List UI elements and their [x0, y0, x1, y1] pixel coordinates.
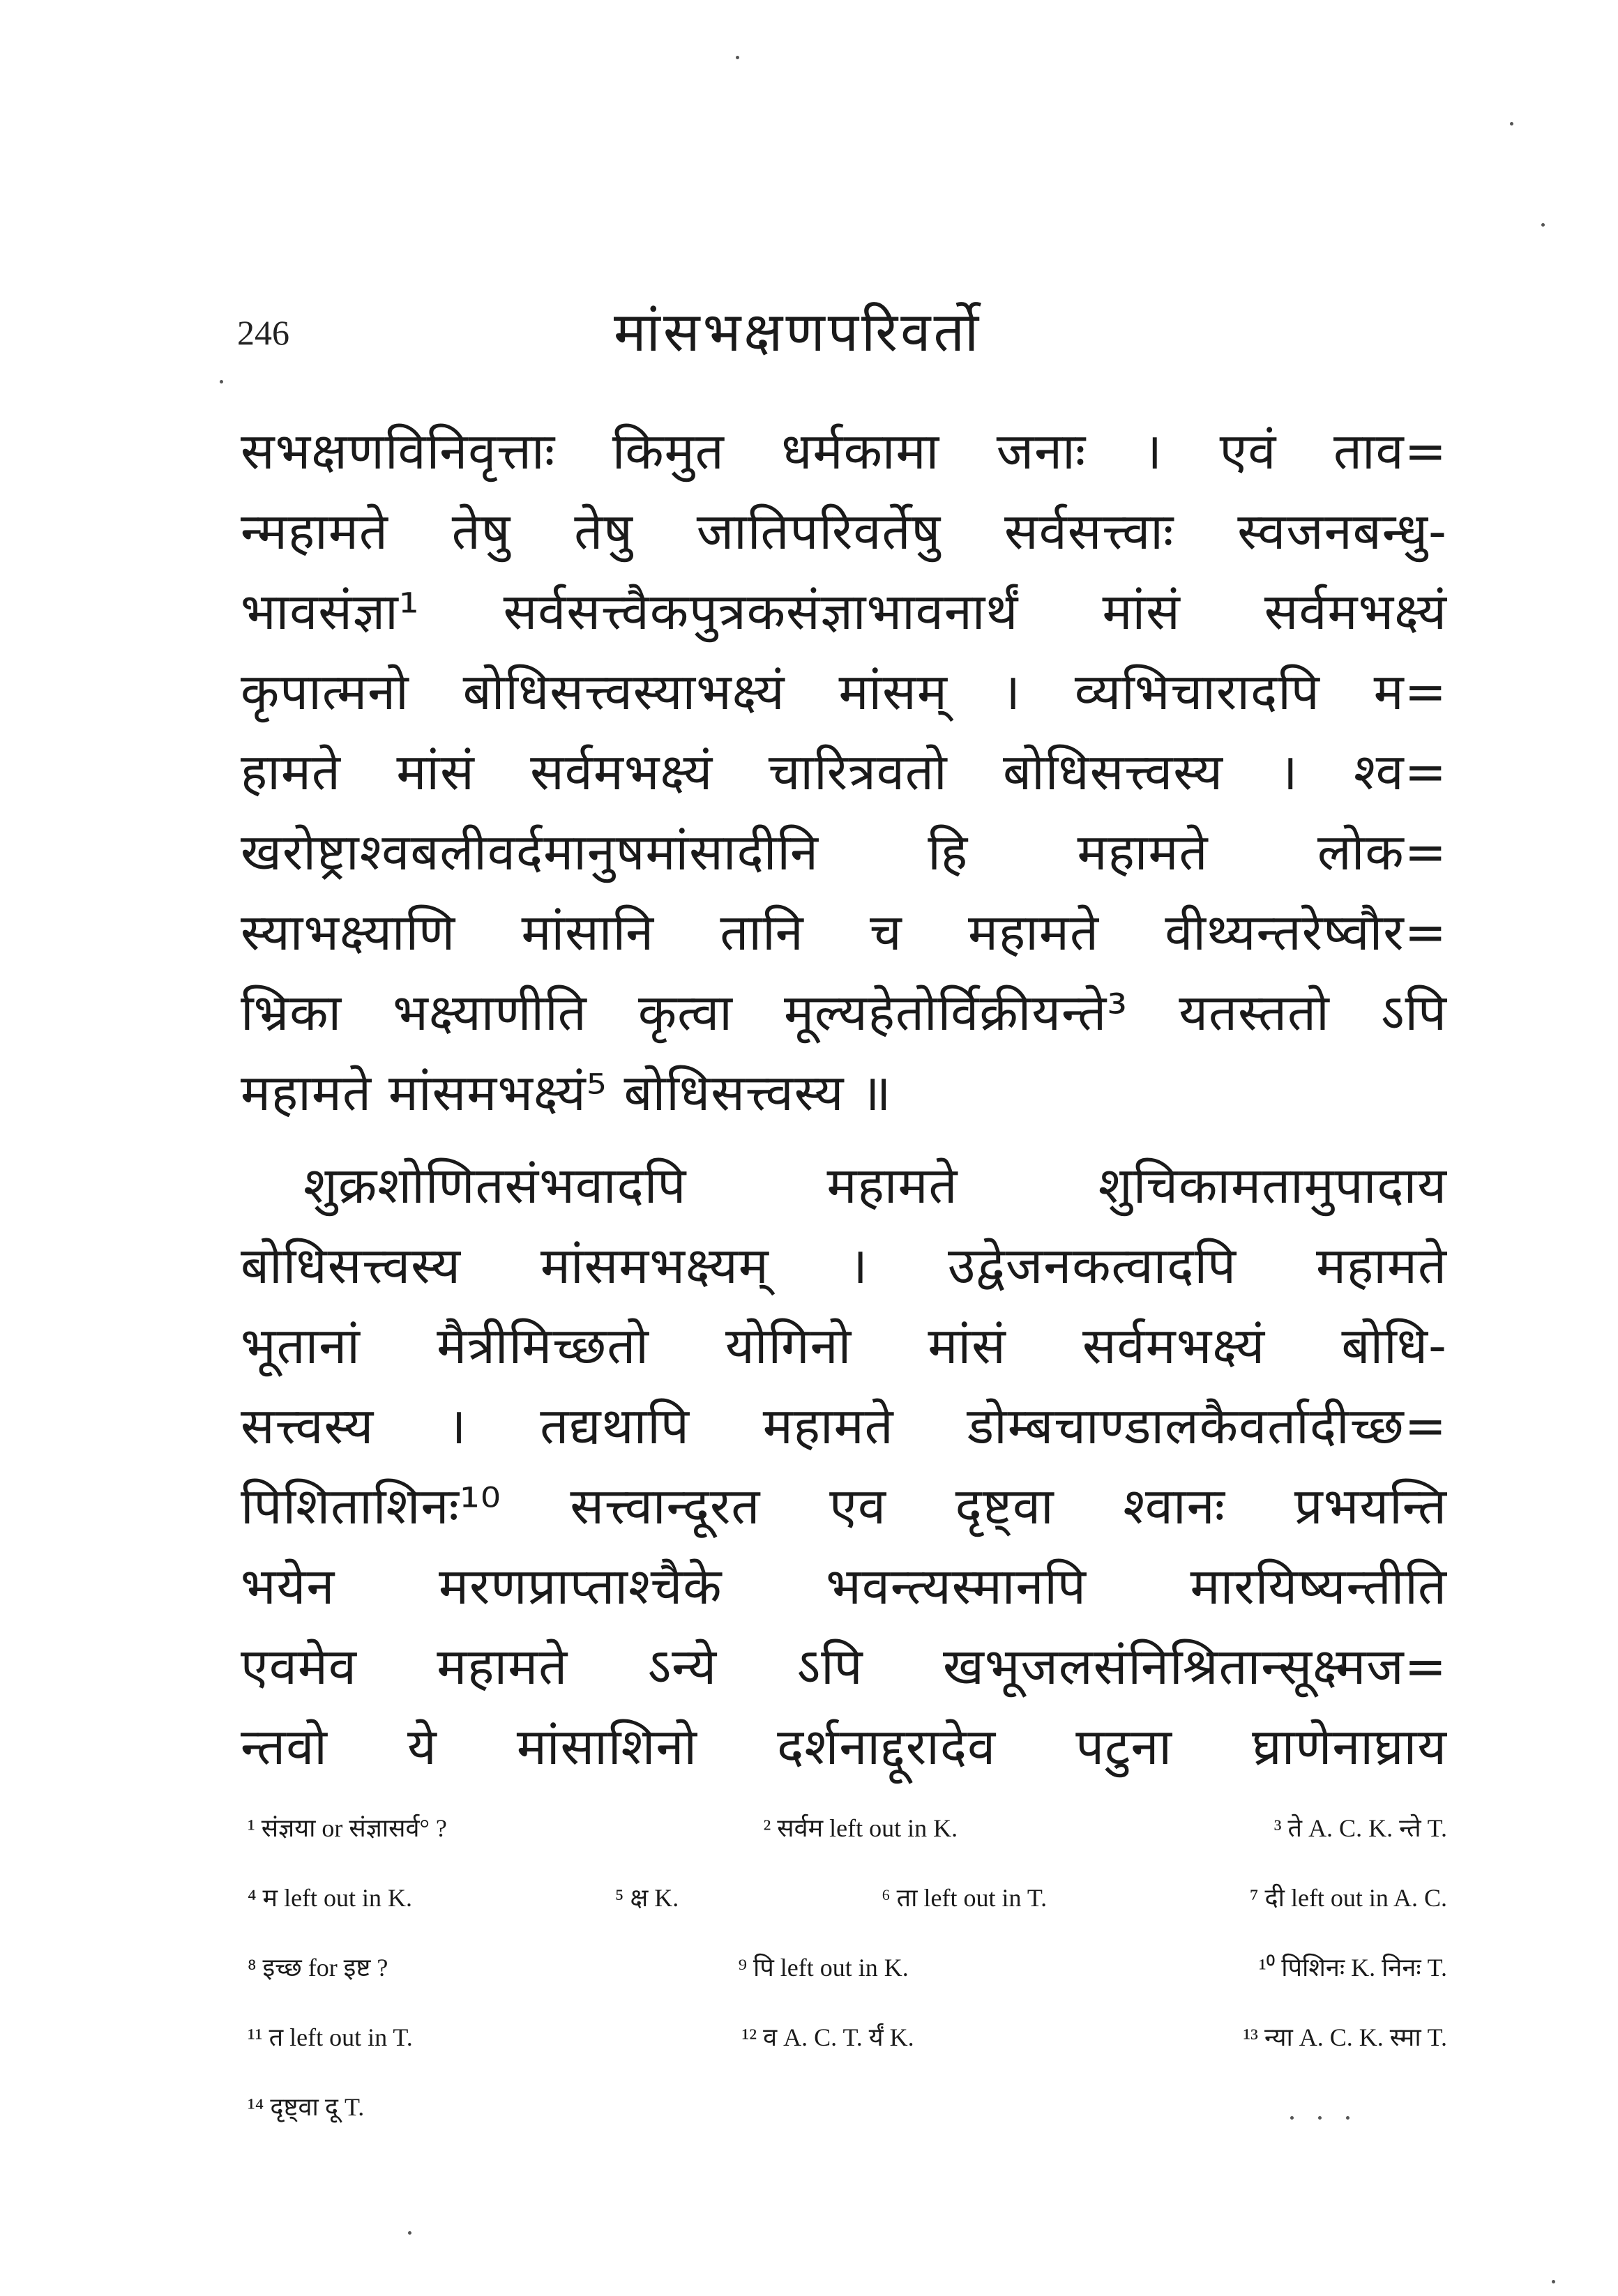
footnote: ⁵ क्ष K. [614, 1883, 679, 1912]
scan-speck [408, 2231, 411, 2235]
footnote: ¹³ न्या A. C. K. स्मा T. [1243, 2023, 1447, 2051]
footnote-row [248, 1862, 1447, 1931]
scan-speck [220, 380, 223, 383]
text-line: सत्त्वस्य । तद्यथापि महामते डोम्बचाण्डालकैवर्तादीच्छ= [241, 1397, 1447, 1455]
text-line: खरोष्ट्राश्वबलीवर्दमानुषमांसादीनि हि महामते लोक= [241, 823, 1447, 881]
scan-speck [1552, 2280, 1555, 2283]
footnote-row [248, 2001, 1447, 2071]
text-line: भावसंज्ञा¹ सर्वसत्त्वैकपुत्रकसंज्ञाभावनार्थं मांसं सर्वमभक्ष्यं [241, 582, 1447, 641]
footnote: ¹⁴ दृष्ट्वा दू T. [248, 2092, 365, 2121]
footnote: ¹¹ त left out in T. [248, 2023, 413, 2051]
text-line: स्याभक्ष्याणि मांसानि तानि च महामते वीथ्यन्तरेष्वौर= [241, 903, 1447, 961]
footnote: ⁷ दी left out in A. C. [1249, 1883, 1447, 1912]
footnotes [248, 1792, 1447, 2141]
scan-speck [1510, 122, 1513, 126]
footnote: ¹⁰ पिशिनः K. निनः T. [1258, 1953, 1447, 1982]
footnote: ³ ते A. C. K. न्ते T. [1273, 1814, 1447, 1842]
main-text [241, 411, 1447, 1800]
text-line: भयेन मरणप्राप्ताश्चैके भवन्त्यस्मानपि मारयिष्यन्तीति [241, 1557, 1447, 1615]
scan-speck [1290, 2116, 1294, 2120]
text-line: महामते मांसमभक्ष्यं⁵ बोधिसत्त्वस्य ॥ [241, 1063, 892, 1122]
footnote: ¹ संज्ञया or संज्ञासर्व° ? [248, 1814, 447, 1842]
scan-speck [1318, 2116, 1322, 2120]
paragraph-2 [241, 1146, 1447, 1787]
text-line: हामते मांसं सर्वमभक्ष्यं चारित्रवतो बोधिसत्त्वस्य । श्व= [241, 743, 1447, 801]
footnote-row [248, 1792, 1447, 1862]
running-title: मांसभक्षणपरिवर्तो [614, 301, 982, 364]
scan-speck [1541, 223, 1545, 227]
paragraph-1 [241, 411, 1447, 1133]
footnote: ⁴ म left out in K. [248, 1883, 413, 1912]
text-line: पिशिताशिनः¹⁰ सत्त्वान्दूरत एव दृष्ट्वा श्वानः प्रभयन्ति [241, 1477, 1447, 1535]
text-line: भ्रिका भक्ष्याणीति कृत्वा मूल्यहेतोर्विक्रीयन्ते³ यतस्ततो ऽपि [241, 983, 1447, 1042]
page-number: 246 [237, 313, 289, 352]
text-line: शुक्रशोणितसंभवादपि महामते शुचिकामतामुपादाय [303, 1156, 1447, 1215]
footnote: ⁸ इच्छ for इष्ट ? [248, 1953, 388, 1982]
text-line: न्तवो ये मांसाशिनो दर्शनाद्दूरादेव पटुना घ्राणेनाघ्राय [241, 1717, 1447, 1776]
footnote: ⁹ पि left out in K. [738, 1953, 909, 1982]
text-line: न्महामते तेषु तेषु जातिपरिवर्तेषु सर्वसत्त्वाः स्वजनबन्धु- [241, 502, 1447, 561]
text-line: सभक्षणविनिवृत्ताः किमुत धर्मकामा जनाः । एवं ताव= [241, 422, 1447, 480]
scan-speck [1346, 2116, 1349, 2120]
scan-speck [736, 56, 739, 59]
text-line: भूतानां मैत्रीमिच्छतो योगिनो मांसं सर्वमभक्ष्यं बोधि- [241, 1316, 1447, 1375]
footnote-row [248, 2071, 1447, 2141]
footnote: ¹² व A. C. T. र्यं K. [741, 2023, 914, 2051]
text-line: कृपात्मनो बोधिसत्त्वस्याभक्ष्यं मांसम् । व्यभिचारादपि म= [241, 662, 1447, 721]
footnote: ⁶ ता left out in T. [882, 1883, 1048, 1912]
footnote: ² सर्वम left out in K. [763, 1814, 958, 1842]
footnote-row [248, 1931, 1447, 2001]
text-line: एवमेव महामते ऽन्ये ऽपि खभूजलसंनिश्रितान्सूक्ष्मज= [241, 1637, 1447, 1696]
text-line: बोधिसत्त्वस्य मांसमभक्ष्यम् । उद्वेजनकत्वादपि महामते [241, 1236, 1447, 1295]
